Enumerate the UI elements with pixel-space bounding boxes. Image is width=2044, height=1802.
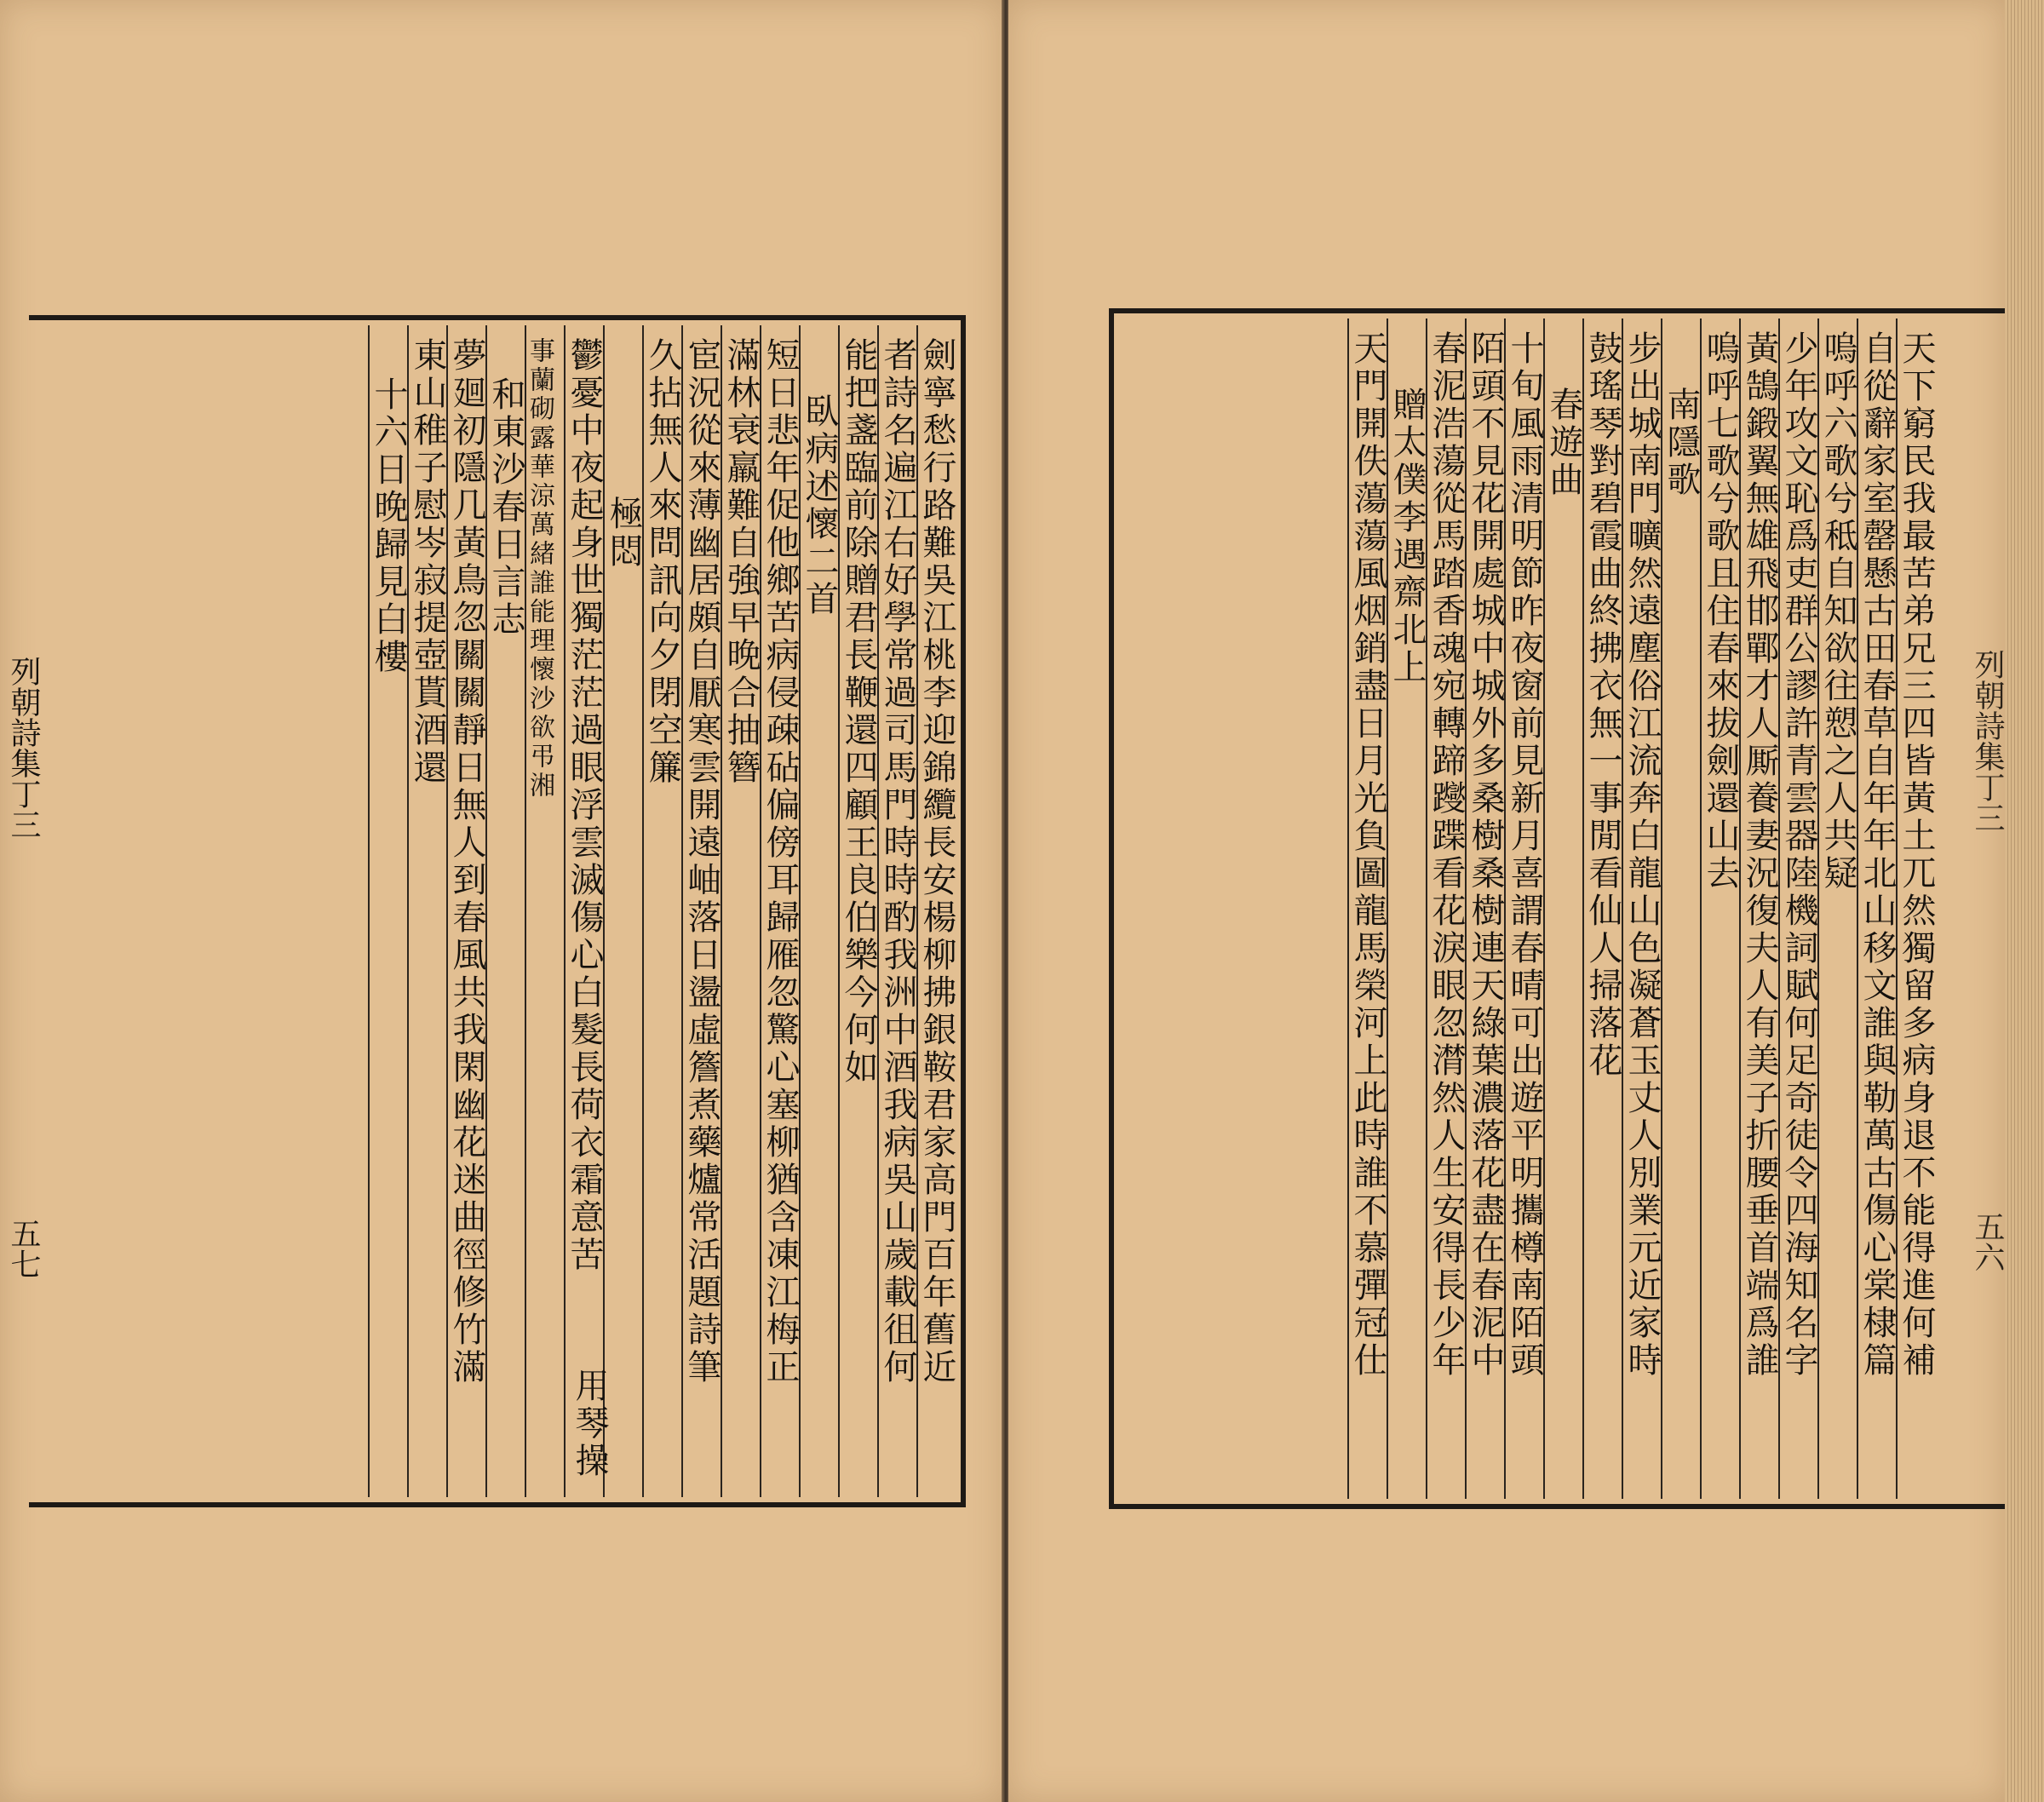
margin-folio-number: 五七	[6, 1218, 41, 1279]
column-text: 春泥浩蕩從馬踏香魂宛轉蹄躞蹀看花淚眼忽潸然人生安得長少年	[1427, 330, 1466, 1380]
page-stack-edge	[2005, 0, 2044, 1802]
text-column	[1896, 319, 1935, 1499]
text-column	[564, 325, 609, 1497]
column-text: 天下窮民我最苦弟兄三四皆黃土兀然獨留多病身退不能得進何補	[1897, 330, 1936, 1380]
poem-title: 贈太僕李遇齋北上	[1387, 387, 1427, 686]
left-page-margin	[0, 315, 41, 1507]
column-text: 和東沙春日言志	[486, 376, 525, 639]
text-column	[1622, 319, 1661, 1499]
column-text: 自從辭家室罄懸古田春草自年年北山移文誰與勒萬古傷心棠棣篇	[1857, 330, 1897, 1380]
right-text-columns	[1119, 319, 1935, 1499]
column-text: 步出城南門曠然遠塵俗江流奔白龍山色凝蒼玉丈人別業元近家時	[1622, 330, 1662, 1380]
text-column	[525, 325, 564, 1497]
text-column	[1426, 319, 1465, 1499]
column-text: 陌頭不見花開處城中城外多桑樹桑樹連天綠葉濃落花盡在春泥中	[1466, 330, 1505, 1380]
column-text: 能把盞臨前除贈君長鞭還四顧王良伯樂今何如	[839, 337, 878, 1087]
text-column	[1700, 319, 1739, 1499]
column-text: 少年攻文恥爲吏群公謬許青雲器陸機詞賦何足奇徒令四海知名字	[1779, 330, 1818, 1380]
text-column	[1661, 319, 1700, 1499]
column-text: 嗚呼七歌兮歌且住春來拔劍還山去	[1701, 330, 1740, 892]
column-text: 宦況從來薄幽居頗自厭寒雲開遠岫落日盪虛簷煮藥爐常活題詩筆	[682, 337, 721, 1386]
right-page-margin	[1961, 308, 2005, 1509]
text-column	[485, 325, 525, 1497]
column-text: 夢廻初隱几黃鳥忽關關靜日無人到春風共我閑幽花迷曲徑修竹滿	[447, 337, 486, 1386]
interlinear-note: 用琴操	[570, 1368, 609, 1480]
column-text: 鬱憂中夜起身世獨茫茫過眼浮雲滅傷心白髮長荷衣霜意苦	[565, 337, 604, 1274]
text-column	[916, 325, 956, 1497]
column-text: 短日悲年促他鄉苦病侵疎砧偏傍耳歸雁忽驚心塞柳猶含凍江梅正	[761, 337, 800, 1386]
text-column	[368, 325, 407, 1497]
poem-title: 南隱歌	[1662, 387, 1701, 499]
column-text: 東山稚子慰岑寂提壺貰酒還	[408, 337, 447, 787]
text-column	[838, 325, 877, 1497]
column-text: 十旬風雨清明節昨夜窗前見新月喜謂春晴可出遊平明攜樽南陌頭	[1505, 330, 1544, 1380]
left-text-frame	[29, 315, 966, 1507]
column-text: 者詩名遍江右好學常過司馬門時時酌我洲中酒我病吳山歲載徂何	[878, 337, 917, 1386]
text-column	[1543, 319, 1582, 1499]
text-column	[407, 325, 446, 1497]
poem-title: 臥病述懷二首	[800, 393, 839, 618]
column-text: 十六日晚歸見白樓	[369, 376, 408, 676]
column-text: 劍寧愁行路難吳江桃李迎錦纜長安楊柳拂銀鞍君家高門百年舊近	[917, 337, 956, 1386]
text-column	[1387, 319, 1426, 1499]
column-text: 久拈無人來問訊向夕閉空簾	[643, 337, 682, 787]
text-column	[1504, 319, 1543, 1499]
right-text-frame	[1109, 308, 2012, 1509]
text-column	[1347, 319, 1387, 1499]
column-text: 滿林衰羸難自強早晚合抽簪	[721, 337, 761, 787]
text-column	[877, 325, 916, 1497]
column-text: 嗚呼六歌兮秪自知欲往愬之人共疑	[1818, 330, 1857, 892]
text-column	[603, 325, 642, 1497]
left-page	[0, 0, 1003, 1802]
column-text: 事蘭砌露華涼萬緒誰能理懷沙欲弔湘	[525, 337, 554, 801]
margin-collection-title: 列朝詩集丁三	[6, 656, 41, 840]
right-page	[1008, 0, 2005, 1802]
column-text: 黃鵠鍛翼無雄飛邯鄲才人厮養妻況復夫人有美子折腰垂首端爲誰	[1740, 330, 1779, 1380]
text-column	[1817, 319, 1857, 1499]
text-column	[1739, 319, 1778, 1499]
text-column	[446, 325, 485, 1497]
text-column	[799, 325, 838, 1497]
text-column	[1582, 319, 1622, 1499]
text-column	[1465, 319, 1504, 1499]
text-column	[681, 325, 721, 1497]
column-text: 天門開佚蕩蕩風烟銷盡日月光負圖龍馬榮河上此時誰不慕彈冠仕	[1348, 330, 1387, 1380]
text-column	[642, 325, 681, 1497]
text-column	[760, 325, 799, 1497]
text-column	[1857, 319, 1896, 1499]
text-column	[721, 325, 760, 1497]
margin-folio-number: 五六	[1970, 1211, 2005, 1272]
left-text-columns	[310, 325, 956, 1497]
column-text: 鼓瑤琴對碧霞曲終拂衣無一事閒看仙人掃落花	[1583, 330, 1622, 1080]
poem-title: 春遊曲	[1544, 387, 1583, 499]
text-column	[1778, 319, 1817, 1499]
poem-title: 極悶	[604, 496, 643, 571]
margin-collection-title: 列朝詩集丁三	[1970, 649, 2005, 833]
